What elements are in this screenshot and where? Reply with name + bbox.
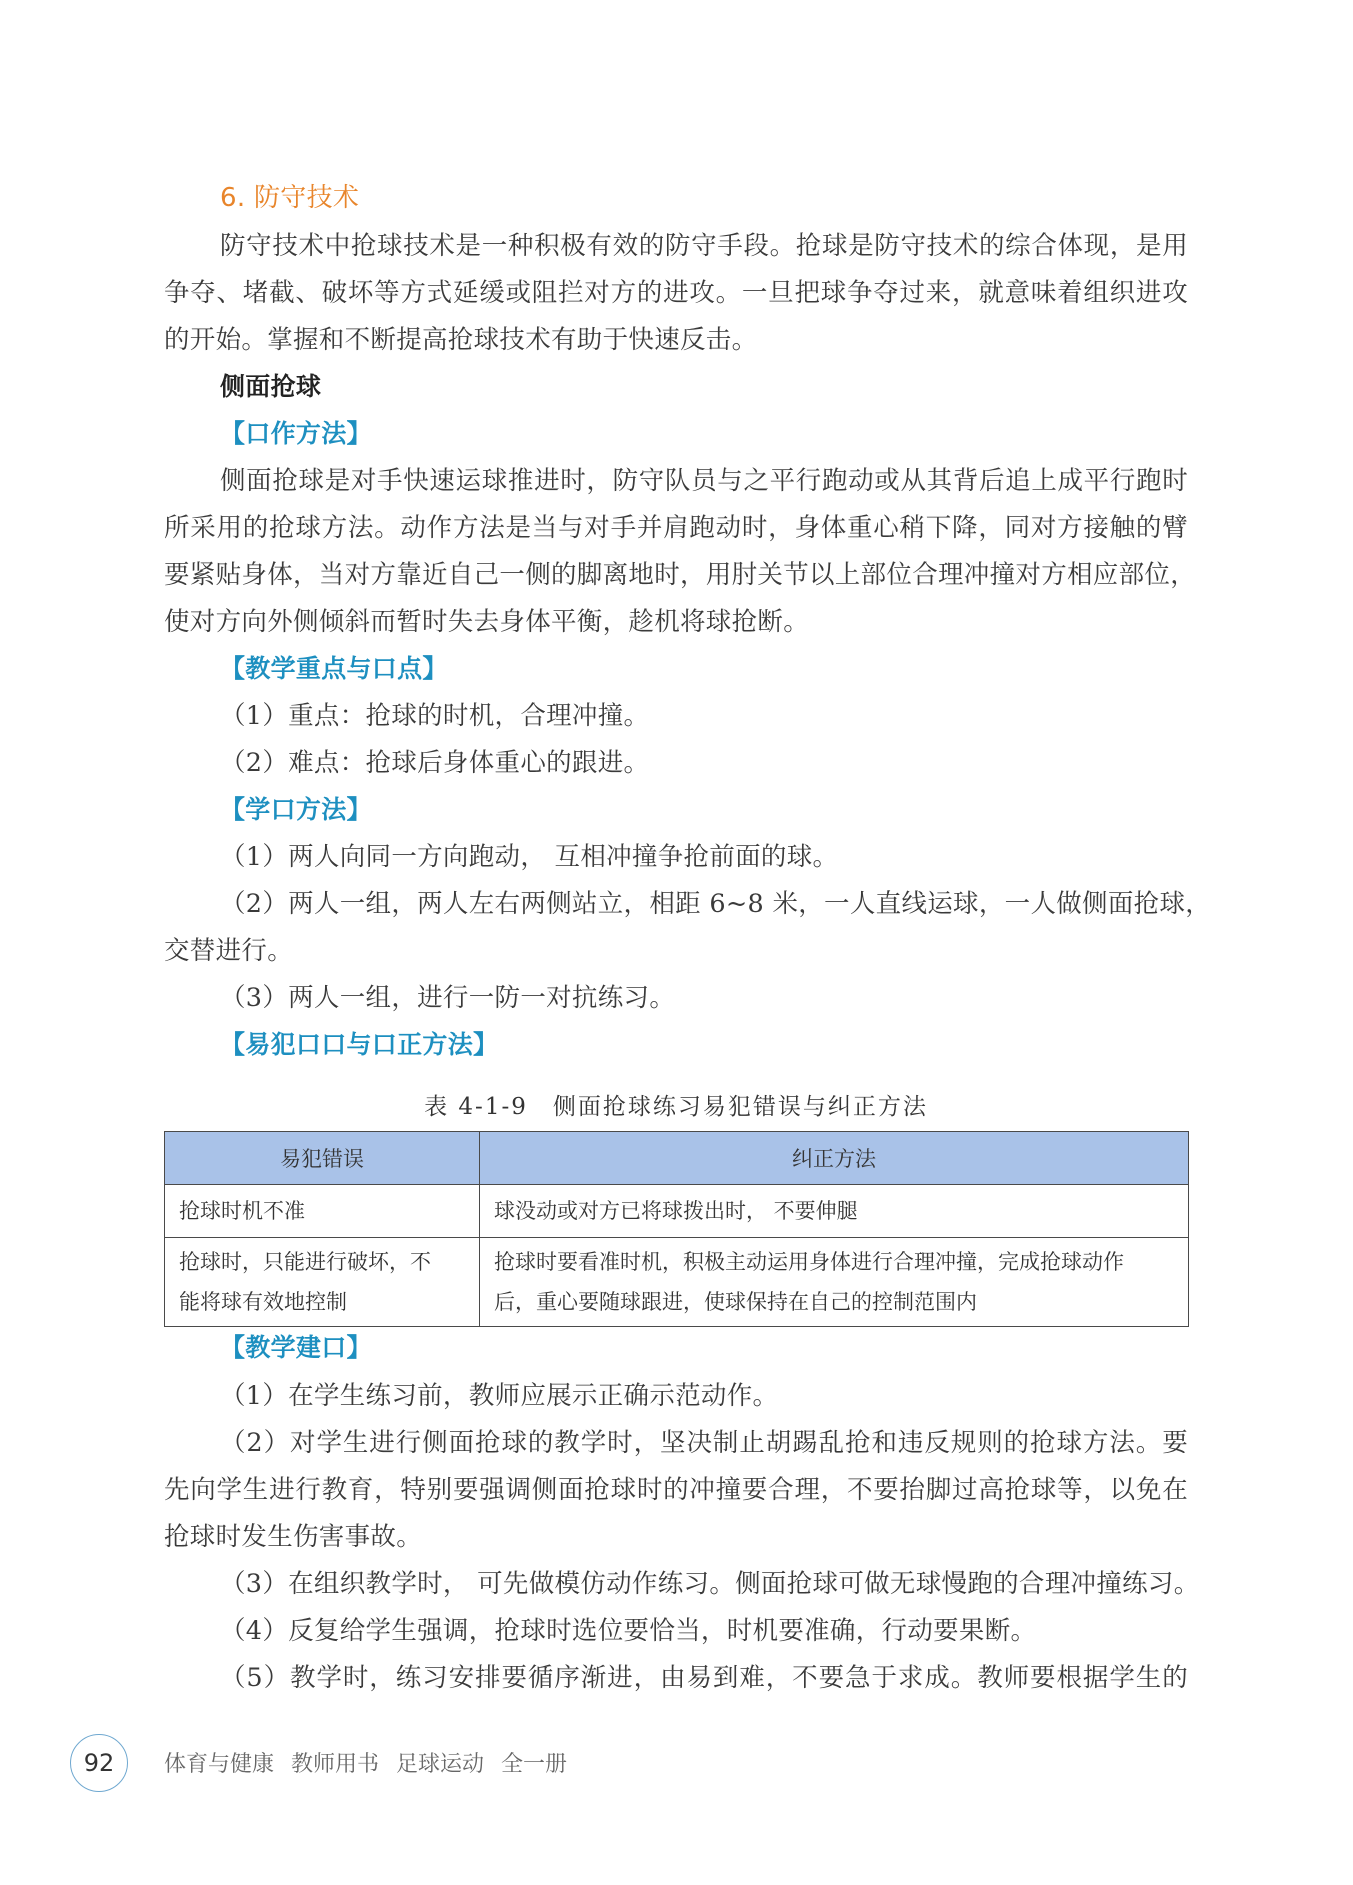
action-method-heading: 【口作方法】	[220, 419, 372, 448]
suggestions-heading: 【教学建口】	[220, 1333, 372, 1362]
intro-line-3: 的开始。掌握和不断提高抢球技术有助于快速反击。	[164, 325, 758, 355]
subsection-title: 侧面抢球	[220, 372, 322, 401]
action-method-line-4: 使对方向外侧倾斜而暂时失去身体平衡，趁机将球抢断。	[164, 607, 810, 637]
action-method-line-3: 要紧贴身体，当对方靠近自己一侧的脚离地时，用肘关节以上部位合理冲撞对方相应部位，	[164, 560, 1197, 590]
suggestion-line-5: （3）在组织教学时， 可先做模仿动作练习。侧面抢球可做无球慢跑的合理冲撞练习。	[220, 1569, 1200, 1599]
table-header-row	[165, 1132, 1189, 1185]
suggestion-line-7: （5）教学时，练习安排要循序渐进，由易到难，不要急于求成。教师要根据学生的	[220, 1663, 1188, 1693]
action-method-line-1: 侧面抢球是对手快速运球推进时，防守队员与之平行跑动或从其背后追上成平行跑时	[220, 466, 1188, 496]
key-point-1: （1）重点：抢球的时机，合理冲撞。	[220, 701, 650, 731]
practice-heading: 【学口方法】	[220, 795, 372, 824]
table-cell-fix: 球没动或对方已将球拨出时， 不要伸腿	[480, 1185, 1189, 1238]
suggestion-line-3: 先向学生进行教育，特别要强调侧面抢球时的冲撞要合理，不要抬脚过高抢球等，以免在	[164, 1475, 1188, 1505]
practice-line-4: （3）两人一组，进行一防一对抗练习。	[220, 983, 676, 1013]
footer-book-title: 体育与健康 教师用书 足球运动 全一册	[164, 1752, 567, 1777]
error-correction-table	[164, 1131, 1189, 1327]
practice-line-2: （2）两人一组，两人左右两侧站立，相距 6~8 米，一人直线运球，一人做侧面抢球，	[220, 889, 1212, 919]
table-header-error: 易犯错误	[165, 1132, 480, 1185]
action-method-line-2: 所采用的抢球方法。动作方法是当与对手并肩跑动时，身体重心稍下降，同对方接触的臂	[164, 513, 1188, 543]
table-caption: 表 4-1-9 侧面抢球练习易犯错误与纠正方法	[424, 1094, 928, 1120]
suggestion-line-1: （1）在学生练习前，教师应展示正确示范动作。	[220, 1381, 779, 1411]
key-points-heading: 【教学重点与口点】	[220, 654, 448, 683]
section-title: 6. 防守技术	[220, 183, 360, 213]
table-cell-error: 抢球时机不准	[165, 1185, 480, 1238]
table-header-fix: 纠正方法	[480, 1132, 1189, 1185]
suggestion-line-2: （2）对学生进行侧面抢球的教学时，坚决制止胡踢乱抢和违反规则的抢球方法。要	[220, 1428, 1188, 1458]
table-cell-fix: 抢球时要看准时机，积极主动运用身体进行合理冲撞，完成抢球动作 后，重心要随球跟进，使球保持在自己的控制范围内	[480, 1238, 1189, 1327]
intro-line-1: 防守技术中抢球技术是一种积极有效的防守手段。抢球是防守技术的综合体现，是用	[220, 231, 1188, 261]
suggestion-line-6: （4）反复给学生强调，抢球时选位要恰当，时机要准确，行动要果断。	[220, 1616, 1037, 1646]
practice-line-3: 交替进行。	[164, 936, 294, 966]
key-point-2: （2）难点：抢球后身体重心的跟进。	[220, 748, 650, 778]
intro-line-2: 争夺、堵截、破坏等方式延缓或阻拦对方的进攻。一旦把球争夺过来，就意味着组织进攻	[164, 278, 1188, 308]
errors-heading: 【易犯口口与口正方法】	[220, 1030, 499, 1059]
suggestion-line-4: 抢球时发生伤害事故。	[164, 1522, 423, 1552]
practice-line-1: （1）两人向同一方向跑动， 互相冲撞争抢前面的球。	[220, 842, 839, 872]
table-row	[165, 1185, 1189, 1238]
table-row	[165, 1238, 1189, 1327]
page-number: 92	[70, 1734, 128, 1792]
table-cell-error: 抢球时，只能进行破坏，不 能将球有效地控制	[165, 1238, 480, 1327]
